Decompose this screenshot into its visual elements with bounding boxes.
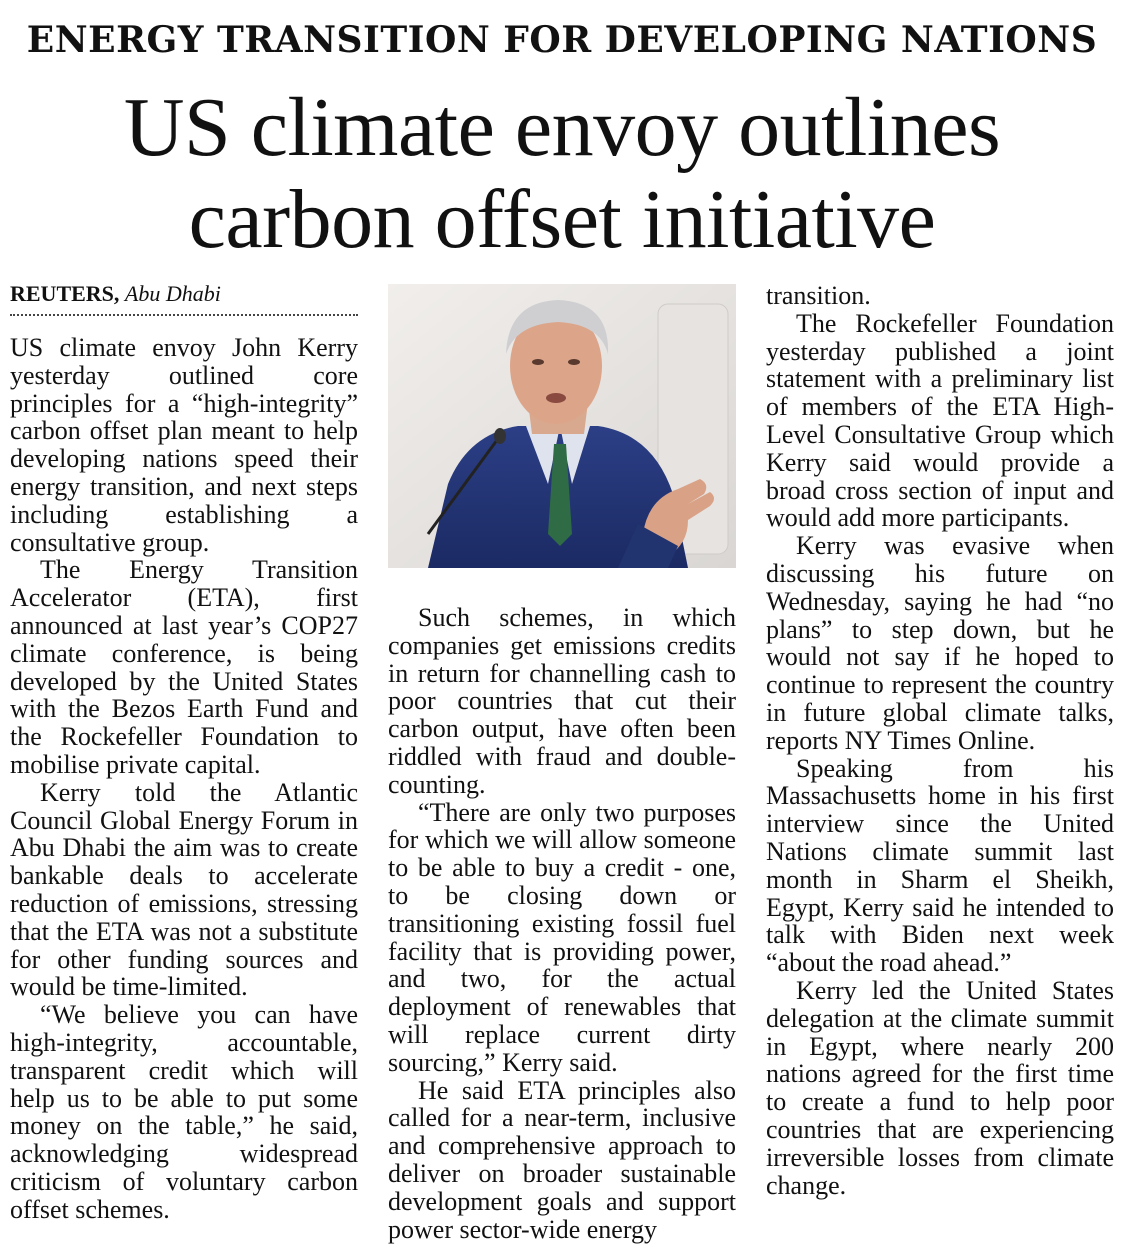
news-photo-icon — [388, 284, 736, 568]
paragraph: He said ETA principles also called for a near-term, inclusive and comprehensive approach to deliver on broader sustainable development goals and support power sector-wide energy — [388, 1075, 736, 1244]
byline-agency: REUTERS, — [10, 281, 120, 306]
paragraph: Kerry led the United States delegation at the climate summit in Egypt, where nearly 200 nations agreed for the first time to create a fund to help poor countries that are experiencing irreversible losses from climate change. — [766, 975, 1114, 1200]
byline — [10, 280, 358, 308]
article-column-3 — [766, 282, 1114, 1199]
paragraph: “We believe you can have high-integrity, accountable, transparent credit which will help us to be able to put some money on the table,” he said, acknowledging widespread criticism of voluntary carbon offset schemes. — [10, 1000, 358, 1224]
article-column-1 — [10, 334, 358, 1224]
article-column-2 — [388, 604, 736, 1243]
paragraph: Such schemes, in which companies get emissions credits in return for channelling cash to poor countries that cut their carbon output, have often been riddled with fraud and double-counting. — [388, 603, 736, 799]
paragraph: Kerry told the Atlantic Council Global Energy Forum in Abu Dhabi the aim was to create bankable deals to accelerate reduction of emissions, stressing that the ETA was not a substitute for other funding sources and would be time-limited. — [10, 777, 358, 1002]
paragraph: Kerry was evasive when discussing his future on Wednesday, saying he had “no plans” to step down, but he would not say if he hoped to continue to represent the country in future global climate talks, reports NY Times Online. — [766, 531, 1114, 755]
headline — [0, 82, 1124, 266]
paragraph: “There are only two purposes for which we will allow someone to be able to buy a credit - one, to be closing down or transitioning existing fossil fuel facility that is providing power, and two, for the actual deployment of renewables that will replace current dirty sourcing,” Kerry said. — [388, 797, 736, 1077]
byline-divider — [10, 314, 358, 316]
section-kicker: ENERGY TRANSITION FOR DEVELOPING NATIONS — [26, 19, 1098, 61]
headline-line-2: carbon offset initiative — [188, 173, 936, 266]
paragraph: US climate envoy John Kerry yesterday outlined core principles for a “high-integrity” carbon offset plan meant to help developing nations speed their energy transition, and next steps including establishing a consultative group. — [10, 333, 358, 557]
paragraph: transition. — [766, 281, 871, 310]
paragraph: Speaking from his Massachusetts home in his first interview since the United Nations climate summit last month in Sharm el Sheikh, Egypt, Kerry said he intended to talk with Biden next week “about the road ahead.” — [766, 753, 1114, 978]
headline-line-1: US climate envoy outlines — [123, 81, 1001, 174]
byline-location: Abu Dhabi — [124, 281, 221, 306]
paragraph: The Rockefeller Foundation yesterday published a joint statement with a preliminary list of members of the ETA High-Level Consultative Group which Kerry said would provide a broad cross section of input and would add more participants. — [766, 308, 1114, 533]
news-photo — [388, 284, 736, 568]
paragraph: The Energy Transition Accelerator (ETA), first announced at last year’s COP27 climate conference, is being developed by the United States with the Bezos Earth Fund and the Rockefeller Foundation to mobilise private capital. — [10, 555, 358, 779]
